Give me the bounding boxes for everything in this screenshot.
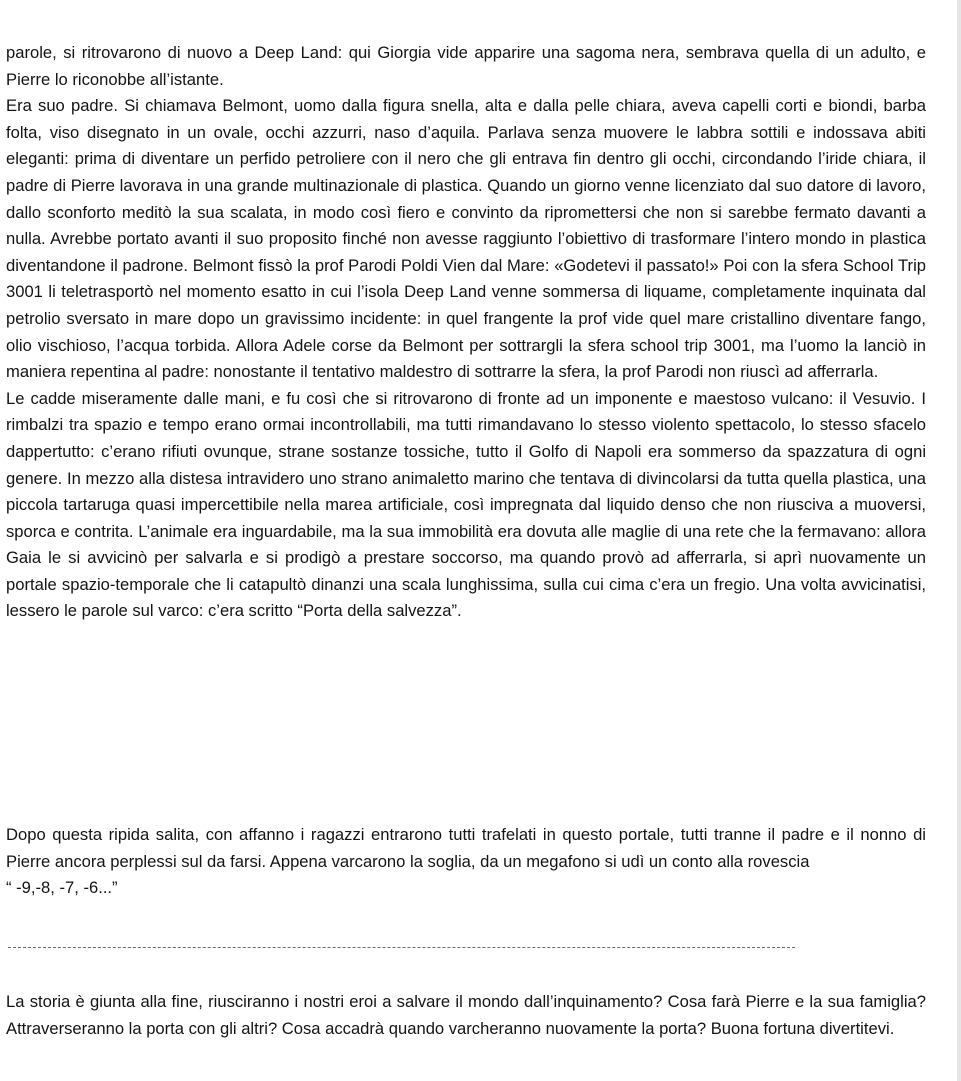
dashed-divider [8,947,795,948]
paragraph-deep-land: parole, si ritrovarono di nuovo a Deep Land: qui Giorgia vide apparire una sagoma nera, sembrava quella di un adulto, e Pierre lo riconobbe all’istante. [6,43,926,89]
paragraph-closing: La storia è giunta alla fine, riusciranno i nostri eroi a salvare il mondo dall’inquinamento? Cosa farà Pierre e la sua famiglia? Attraverseranno la porta con gli altri? Cosa accadrà quando varcheranno nuovamente la porta? Buona fortuna divertitevi. [6,992,926,1038]
paragraph-belmont: Era suo padre. Si chiamava Belmont, uomo dalla figura snella, alta e dalla pelle chiara, aveva capelli corti e biondi, barba folta, viso disegnato in un ovale, occhi azzurri, naso d’aquila. Parlava senza muovere le labbra sottili e indossava abiti eleganti: prima di diventare un perfido petroliere con il nero che gli entrava fin dentro gli occhi, circondando l’iride chiara, il padre di Pierre lavorava in una grande multinazionale di plastica. Quando un giorno venne licenziato dal suo datore di lavoro, dallo sconforto meditò la sua scalata, in modo così fiero e convinto da ripromettersi che non si sarebbe fermato davanti a nulla. Avrebbe portato avanti il suo proposito finché non avesse raggiunto l’obiettivo di trasformare l’intero mondo in plastica diventandone il padrone. Belmont fissò la prof Parodi Poldi Vien dal Mare: «Godetevi il passato!» Poi con la sfera School Trip 3001 li teletrasportò nel momento esatto in cui l’isola Deep Land venne sommersa di liquame, completamente inquinata dal petrolio sversato in mare dopo un gravissimo incidente: in quel frangente la prof vide quel mare cristallino diventare fango, olio vischioso, l’acqua torbida. Allora Adele corse da Belmont per sottrargli la sfera school trip 3001, ma l’uomo la lanciò in maniera repentina al padre: nonostante il tentativo maldestro di sottrarre la sfera, la prof Parodi non riuscì ad afferrarla. [6,96,926,382]
story-body [6,40,926,625]
paragraph-portal: Dopo questa ripida salita, con affanno i ragazzi entrarono tutti trafelati in questo portale, tutti tranne il padre e il nonno di Pierre ancora perplessi sul da farsi. Appena varcarono la soglia, da un megafono si udì un conto alla rovescia [6,825,926,871]
paragraph-vesuvio: Le cadde miseramente dalle mani, e fu così che si ritrovarono di fronte ad un imponente e maestoso vulcano: il Vesuvio. I rimbalzi tra spazio e tempo erano ormai incontrollabili, ma tutti rimandavano lo stesso violento spettacolo, lo stesso sfacelo dappertutto: c’erano rifiuti ovunque, strane sostanze tossiche, tutto il Golfo di Napoli era sommerso da spazzatura di ogni genere. In mezzo alla distesa intravidero uno strano animaletto marino che tentava di divincolarsi da tutta quella plastica, una piccola tartaruga quasi impercettibile nella marea artificiale, così impregnata dal liquido denso che non riusciva a muoversi, sporca e contrita. L’animale era inguardabile, ma la sua immobilità era dovuta alle maglie di una rete che la fermavano: allora Gaia le si avvicinò per salvarla e si prodigò a prestare soccorso, ma quando provò ad afferrarla, si aprì nuovamente un portale spazio-temporale che li catapultò dinanzi una scala lunghissima, sulla cui cima c’era un fregio. Una volta avvicinatisi, lessero le parole sul varco: c’era scritto “Porta della salvezza”. [6,388,926,621]
page-edge [957,0,961,1081]
story-closing [6,989,926,1042]
story-ending [6,822,926,902]
countdown-line: “ -9,-8, -7, -6...” [6,878,118,898]
